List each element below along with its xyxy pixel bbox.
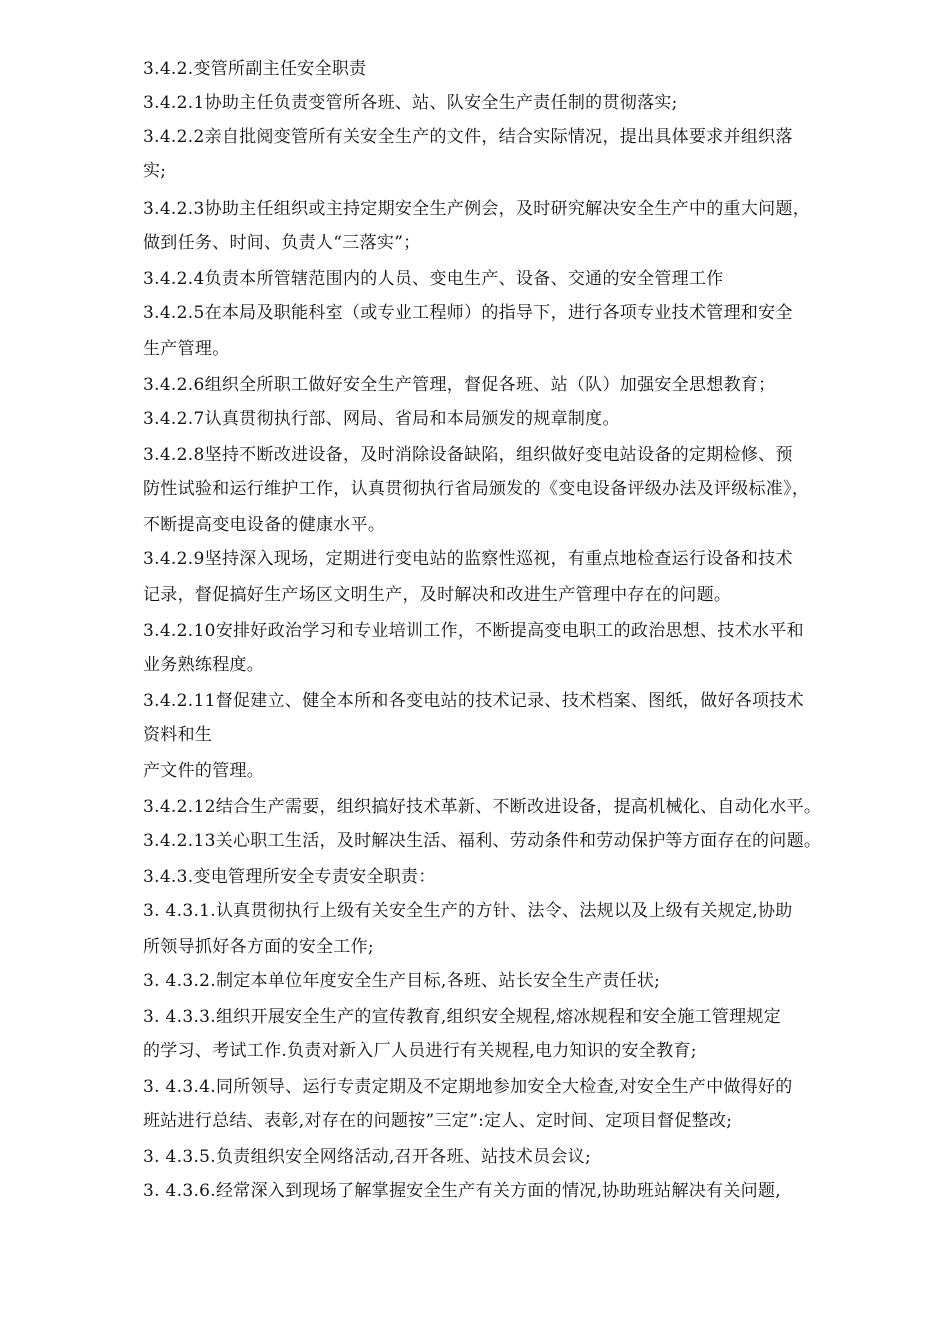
text-line: 3. 4.3.1.认真贯彻执行上级有关安全生产的方针、法令、法规以及上级有关规定,协助 bbox=[143, 901, 793, 921]
text-line: 3.4.2.4负责本所管辖范围内的人员、变电生产、设备、交通的安全管理工作 bbox=[143, 269, 724, 289]
text-line: 3.4.2.11督促建立、健全本所和各变电站的技术记录、技术档案、图纸，做好各项技术 bbox=[143, 691, 804, 711]
text-line: 的学习、考试工作.负责对新入厂人员进行有关规程,电力知识的安全教育; bbox=[143, 1041, 697, 1061]
text-line: 3.4.2.12结合生产需要，组织搞好技术革新、不断改进设备，提高机械化、自动化水平。 bbox=[143, 797, 822, 817]
text-line: 防性试验和运行维护工作，认真贯彻执行省局颁发的《变电设备评级办法及评级标准》， bbox=[143, 479, 810, 499]
text-line: 生产管理。 bbox=[143, 339, 230, 359]
text-line: 3.4.2.13关心职工生活，及时解决生活、福利、劳动条件和劳动保护等方面存在的问题。 bbox=[143, 831, 822, 851]
text-line: 3. 4.3.3.组织开展安全生产的宣传教育,组织安全规程,熔冰规程和安全施工管理规定 bbox=[143, 1007, 781, 1027]
text-line: 资料和生 bbox=[143, 725, 213, 745]
text-line: 3.4.2.1协助主任负责变管所各班、站、队安全生产责任制的贯彻落实; bbox=[143, 93, 678, 113]
text-line: 3.4.2.8坚持不断改进设备，及时消除设备缺陷，组织做好变电站设备的定期检修、预 bbox=[143, 445, 793, 465]
text-line: 3. 4.3.4.同所领导、运行专责定期及不定期地参加安全大检查,对安全生产中做得好的 bbox=[143, 1077, 793, 1097]
text-line: 3. 4.3.6.经常深入到现场了解掌握安全生产有关方面的情况,协助班站解决有关问题, bbox=[143, 1181, 781, 1201]
text-line: 3.4.2.10安排好政治学习和专业培训工作，不断提高变电职工的政治思想、技术水平和 bbox=[143, 621, 804, 641]
text-line: 不断提高变电设备的健康水平。 bbox=[143, 515, 386, 535]
text-line: 3. 4.3.2.制定本单位年度安全生产目标,各班、站长安全生产责任状; bbox=[143, 971, 661, 991]
text-line: 3.4.2.2亲自批阅变管所有关安全生产的文件，结合实际情况，提出具体要求并组织落 bbox=[143, 127, 793, 147]
text-line: 3.4.2.6组织全所职工做好安全生产管理，督促各班、站（队）加强安全思想教育； bbox=[143, 375, 776, 395]
text-line: 产文件的管理。 bbox=[143, 761, 265, 781]
text-line: 3.4.3.变电管理所安全专责安全职责： bbox=[143, 867, 436, 887]
text-line: 班站进行总结、表彰,对存在的问题按”三定”:定人、定时间、定项目督促整改; bbox=[143, 1111, 733, 1131]
text-line: 3.4.2.7认真贯彻执行部、网局、省局和本局颁发的规章制度。 bbox=[143, 409, 620, 429]
text-line: 实; bbox=[143, 161, 167, 181]
text-line: 3.4.2.3协助主任组织或主持定期安全生产例会，及时研究解决安全生产中的重大问题， bbox=[143, 199, 811, 219]
text-line: 3.4.2.变管所副主任安全职责 bbox=[143, 59, 367, 79]
text-line: 记录，督促搞好生产场区文明生产，及时解决和改进生产管理中存在的问题。 bbox=[143, 585, 732, 605]
text-line: 所领导抓好各方面的安全工作; bbox=[143, 937, 374, 957]
text-line: 3. 4.3.5.负责组织安全网络活动,召开各班、站技术员会议; bbox=[143, 1147, 592, 1167]
text-line: 做到任务、时间、负责人“三落实”； bbox=[143, 233, 421, 253]
text-line: 3.4.2.9坚持深入现场，定期进行变电站的监察性巡视，有重点地检查运行设备和技术 bbox=[143, 549, 793, 569]
text-line: 3.4.2.5在本局及职能科室（或专业工程师）的指导下，进行各项专业技术管理和安全 bbox=[143, 303, 793, 323]
text-line: 业务熟练程度。 bbox=[143, 655, 265, 675]
